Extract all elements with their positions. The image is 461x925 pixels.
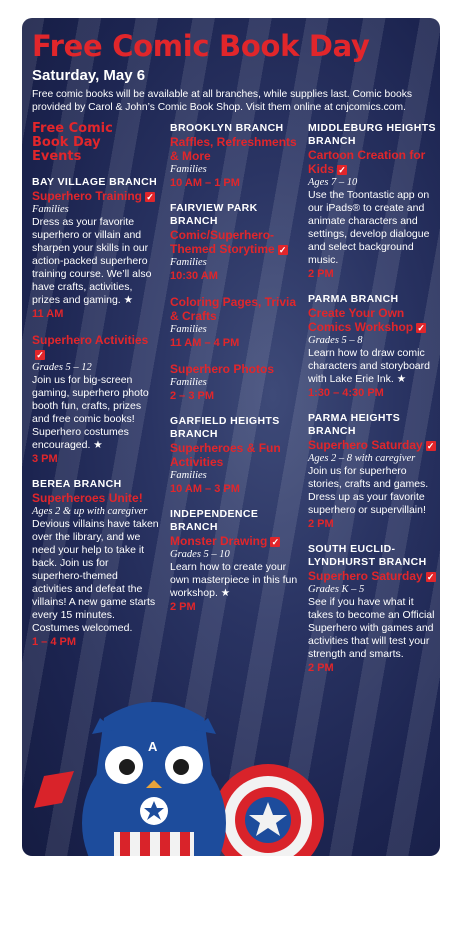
event-time: 10 AM – 3 PM (170, 483, 240, 495)
event-title-text: Superheroes & Fun Activities (170, 441, 281, 469)
branch-name: BAY VILLAGE BRANCH (32, 176, 158, 188)
event-title-text: Raffles, Refreshments & More (170, 135, 297, 163)
event-time: 2 PM (170, 601, 196, 613)
event-title-text: Comic/Superhero-Themed Storytime (170, 228, 275, 256)
event-description: Learn how to draw comic characters and storyboard with Lake Erie Ink. ★ (308, 347, 430, 385)
checkbox-check-icon: ✓ (36, 350, 44, 360)
event-title-text: Superheroes Unite! (32, 491, 143, 505)
checkbox-check-icon: ✓ (426, 572, 435, 582)
event-time: 1 – 4 PM (32, 636, 77, 648)
event-audience: Grades 5 – 12 (32, 362, 92, 373)
event-time: 10:30 AM (170, 270, 218, 282)
event-title-text: Monster Drawing (170, 534, 268, 548)
event-date: Saturday, May 6 (32, 67, 146, 84)
event-time: 3 PM (32, 453, 58, 465)
branch-name: MIDDLEBURG HEIGHTS BRANCH (308, 122, 436, 147)
event-description: Devious villains have taken over the library, and we need your help to take it back. Join us for superhero-themed activities and defeat the villains! A new game starts every 15 minutes. Costumes welcomed. (32, 518, 159, 634)
event-time: 2 PM (308, 662, 334, 674)
event-audience: Families (32, 204, 69, 215)
checkbox-check-icon: ✓ (426, 441, 435, 451)
event-audience: Families (170, 164, 207, 175)
intro-text: Free comic books will be available at all branches, while supplies last. Comic books provided by Carol & John’s Comic Book Shop. Visit them online at cnjcomics.com. (32, 89, 413, 113)
event-audience: Grades 5 – 10 (170, 549, 230, 560)
event-title-text: Coloring Pages, Trivia & Crafts (170, 295, 297, 323)
event-description: Use the Toontastic app on our iPads® to create and animate characters and settings, develop dialogue and select background music. (308, 189, 430, 266)
branch-name: GARFIELD HEIGHTS BRANCH (170, 415, 280, 440)
event-time: 2 PM (308, 268, 334, 280)
event-time: 1:30 – 4:30 PM (308, 387, 384, 399)
page-title: Free Comic Book Day (32, 29, 370, 63)
captain-america-shield (212, 764, 324, 856)
event-audience: Grades 5 – 8 (308, 335, 363, 346)
event-audience: Families (170, 257, 207, 268)
svg-text:A: A (148, 739, 158, 754)
flyer-card (22, 18, 440, 856)
event-title-text: Cartoon Creation for Kids (308, 148, 426, 176)
event-description: Dress as your favorite superhero or villain and sharpen your skills in our action-packed superhero training course. We’ll also have crafts, activities, prizes and gaming. ★ (32, 216, 152, 306)
event-description: Learn how to create your own masterpiece in this fun workshop. ★ (170, 561, 298, 599)
checkbox-check-icon: ✓ (271, 537, 280, 547)
mascot-art (22, 18, 440, 856)
checkbox-check-icon: ✓ (417, 323, 425, 333)
event-title-text: Superhero Training (32, 189, 143, 203)
event-audience: Ages 7 – 10 (308, 177, 358, 188)
branch-name: PARMA HEIGHTS BRANCH (308, 412, 401, 437)
branch-name: PARMA BRANCH (308, 293, 399, 305)
event-time: 10 AM – 1 PM (170, 177, 240, 189)
event-audience: Families (170, 377, 207, 388)
event-title-text: Superhero Saturday (308, 438, 423, 452)
event-audience: Grades K – 5 (308, 584, 365, 595)
event-audience: Families (170, 324, 207, 335)
event-title-text: Superhero Saturday (308, 569, 423, 583)
event-title-text: Superhero Activities (32, 333, 149, 347)
event-time: 2 PM (308, 518, 334, 530)
event-description: Join us for big-screen gaming, superhero photo booth fun, crafts, prizes and free comic books! Superhero costumes encouraged. ★ (32, 374, 149, 451)
checkbox-check-icon: ✓ (338, 165, 346, 175)
event-title-text: Create Your Own Comics Workshop (308, 306, 414, 334)
captain-america-owl-mascot (34, 702, 226, 856)
checkbox-check-icon: ✓ (278, 245, 287, 255)
event-title-text: Superhero Photos (170, 362, 275, 376)
event-time: 2 – 3 PM (170, 390, 215, 402)
branch-name: SOUTH EUCLID-LYNDHURST BRANCH (308, 543, 427, 568)
event-time: 11 AM – 4 PM (170, 337, 240, 349)
event-audience: Ages 2 – 8 with caregiver (308, 453, 416, 464)
event-description: See if you have what it takes to become an Official Superhero with games and activities that will test your strength and smarts. (308, 596, 435, 660)
branch-name: BROOKLYN BRANCH (170, 122, 284, 134)
events-heading: Free Comic Book Day Events (32, 121, 113, 164)
event-audience: Ages 2 & up with caregiver (32, 506, 148, 517)
checkbox-check-icon: ✓ (146, 192, 154, 202)
branch-name: BEREA BRANCH (32, 478, 122, 490)
branch-name: FAIRVIEW PARK BRANCH (170, 202, 258, 227)
event-time: 11 AM (32, 308, 64, 320)
event-description: Join us for superhero stories, crafts and games. Dress up as your favorite superhero or supervillain! (308, 465, 429, 516)
branch-name: INDEPENDENCE BRANCH (170, 508, 259, 533)
event-audience: Families (170, 470, 207, 481)
